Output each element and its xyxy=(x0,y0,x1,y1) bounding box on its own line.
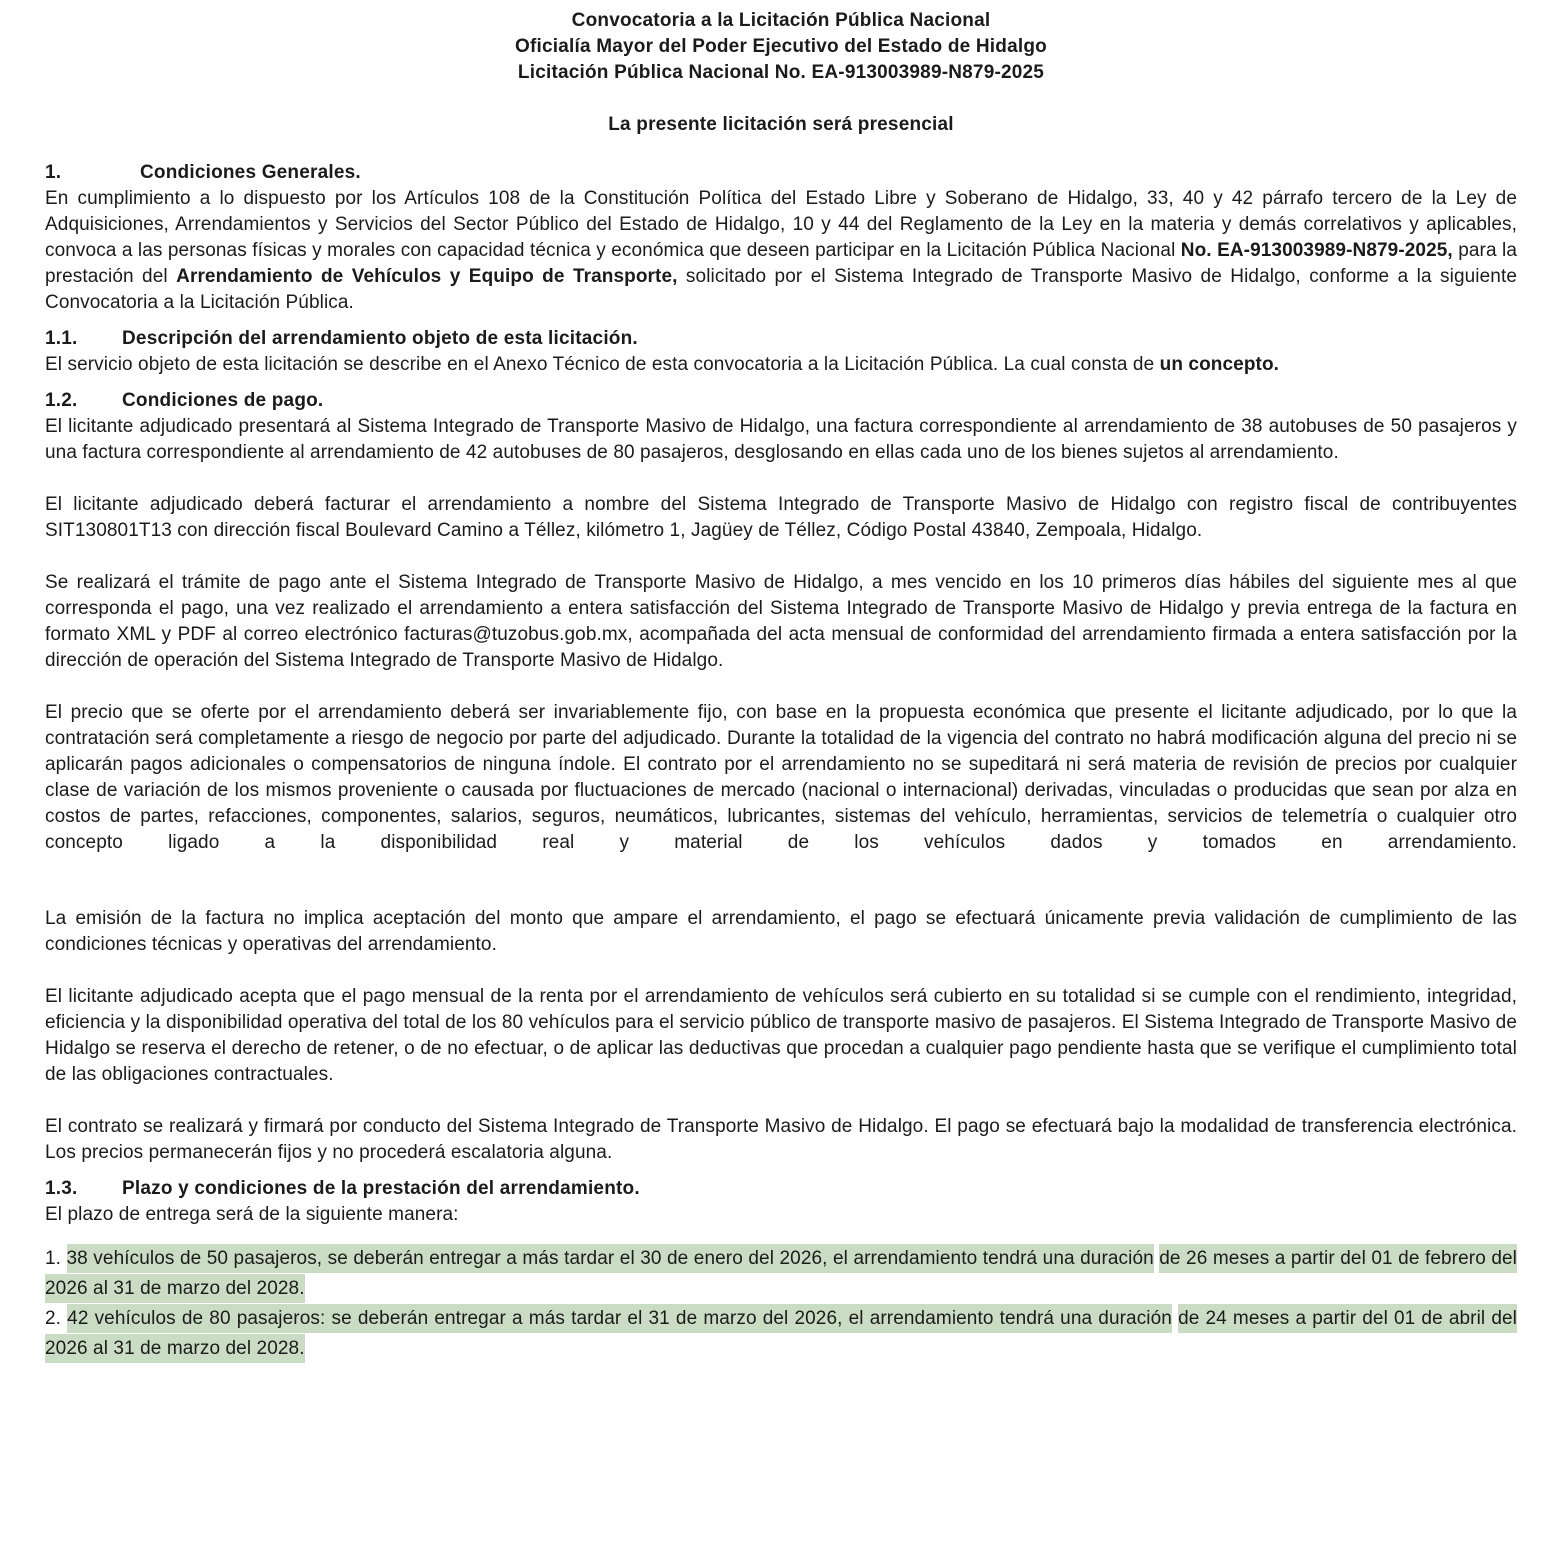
section-title: Plazo y condiciones de la prestación del arrendamiento. xyxy=(122,1178,640,1199)
paragraph xyxy=(45,352,1517,378)
text-run: El servicio objeto de esta licitación se describe en el Anexo Técnico de esta convocatoria a la Licitación Pública. La cual consta de xyxy=(45,354,1160,375)
paragraph xyxy=(45,492,1517,544)
list-item xyxy=(45,1244,1517,1304)
section-heading xyxy=(45,1176,1517,1202)
doc-title-line-1: Convocatoria a la Licitación Pública Nacional xyxy=(571,10,991,31)
section-number: 1.2. xyxy=(45,390,78,411)
document-header xyxy=(45,8,1517,138)
section-title: Condiciones de pago. xyxy=(122,390,324,411)
doc-title-line-2: Oficialía Mayor del Poder Ejecutivo del Estado de Hidalgo xyxy=(515,36,1047,57)
highlighted-text-run: 38 vehículos de 50 pasajeros, se deberán entregar a más tardar el 30 de enero del 2026, el arrendamiento tendrá una duración xyxy=(67,1244,1154,1273)
text-run: La emisión de la factura no implica aceptación del monto que ampare el arrendamiento, el pago se efectuará únicamente previa validación de cumplimiento de las condiciones técnicas y operativas del arrendamiento. xyxy=(45,908,1517,955)
bold-text-run: Arrendamiento de Vehículos y Equipo de Transporte, xyxy=(176,266,678,287)
highlighted-text-run: de 24 meses a partir del 01 de abril del 2026 al 31 de marzo del 2028. xyxy=(45,1304,1517,1363)
list-item xyxy=(45,1304,1517,1364)
text-run: El licitante adjudicado presentará al Sistema Integrado de Transporte Masivo de Hidalgo, una factura correspondiente al arrendamiento de 38 autobuses de 50 pasajeros y una factura correspondiente al arrendamiento de 42 autobuses de 80 pasajeros, desglosando en ellas cada uno de los bienes sujetos al arrendamiento. xyxy=(45,416,1517,463)
text-run: En cumplimiento a lo dispuesto por los Artículos 108 de la Constitución Política del Estado Libre y Soberano de Hidalgo, 33, 40 y 42 párrafo tercero de la Ley de Adquisiciones, Arrendamientos y Servicios del Sector Público del Estado de Hidalgo, 10 y 44 del Reglamento de la Ley en la materia y demás correlativos y aplicables, convoca a las personas físicas y morales con capacidad técnica y económica que deseen participar en la Licitación Pública Nacional xyxy=(45,188,1517,261)
paragraph xyxy=(45,1202,1517,1228)
text-run: El contrato se realizará y firmará por conducto del Sistema Integrado de Transporte Masivo de Hidalgo. El pago se efectuará bajo la modalidad de transferencia electrónica. Los precios permanecerán fijos y no procederá escalatoria alguna. xyxy=(45,1116,1517,1163)
delivery-terms-list xyxy=(45,1244,1517,1364)
text-run: Se realizará el trámite de pago ante el Sistema Integrado de Transporte Masivo de Hidalgo, a mes vencido en los 10 primeros días hábiles del siguiente mes al que corresponda el pago, una vez realizado el arrendamiento a entera satisfacción del Sistema Integrado de Transporte Masivo de Hidalgo y previa entrega de la factura en formato XML y PDF al correo electrónico facturas@tuzobus.gob.mx, acompañada del acta mensual de conformidad del arrendamiento firmada a entera satisfacción por la dirección de operación del Sistema Integrado de Transporte Masivo de Hidalgo. xyxy=(45,572,1517,671)
section-number: 1.3. xyxy=(45,1178,78,1199)
text-run: solicitado por el Sistema Integrado de Transporte Masivo de Hidalgo, conforme a la siguiente Convocatoria a la Licitación Pública. xyxy=(45,266,1518,313)
section-heading xyxy=(45,160,1517,186)
text-run: El licitante adjudicado deberá facturar el arrendamiento a nombre del Sistema Integrado de Transporte Masivo de Hidalgo con registro fiscal de contribuyentes SIT130801T13 con dirección fiscal Boulevard Camino a Téllez, kilómetro 1, Jagüey de Téllez, Código Postal 43840, Zempoala, Hidalgo. xyxy=(45,494,1517,541)
paragraph xyxy=(45,570,1517,674)
paragraph xyxy=(45,186,1517,316)
document-body xyxy=(45,160,1517,1364)
text-run: 2. xyxy=(45,1308,68,1329)
doc-title-line-3: Licitación Pública Nacional No. EA-913003989-N879-2025 xyxy=(517,62,1045,83)
section-number: 1.1. xyxy=(45,328,78,349)
highlighted-text-run: 42 vehículos de 80 pasajeros: se deberán entregar a más tardar el 31 de marzo del 2026, el arrendamiento tendrá una duración xyxy=(67,1304,1172,1333)
text-run: 1. xyxy=(45,1248,67,1269)
paragraph xyxy=(45,906,1517,958)
section-title: Descripción del arrendamiento objeto de esta licitación. xyxy=(122,328,638,349)
text-run: El licitante adjudicado acepta que el pago mensual de la renta por el arrendamiento de vehículos será cubierto en su totalidad si se cumple con el rendimiento, integridad, eficiencia y la disponibilidad operativa del total de los 80 vehículos para el servicio público de transporte masivo de pasajeros. El Sistema Integrado de Transporte Masivo de Hidalgo se reserva el derecho de retener, o de no efectuar, o de aplicar las deductivas que procedan a cualquier pago pendiente hasta que se verifique el cumplimiento total de las obligaciones contractuales. xyxy=(45,986,1517,1085)
bold-text-run: un concepto. xyxy=(1159,354,1280,375)
doc-subtitle: La presente licitación será presencial xyxy=(608,114,954,135)
section-title: Condiciones Generales. xyxy=(140,162,361,183)
text-run: para la prestación del xyxy=(45,240,1517,287)
paragraph xyxy=(45,414,1517,466)
bold-text-run: No. EA-913003989-N879-2025, xyxy=(1180,240,1453,261)
paragraph xyxy=(45,984,1517,1088)
text-run: El precio que se oferte por el arrendamiento deberá ser invariablemente fijo, con base en la propuesta económica que presente el licitante adjudicado, por lo que la contratación será completamente a riesgo de negocio por parte del adjudicado. Durante la totalidad de la vigencia del contrato no habrá modificación alguna del precio ni se aplicarán pagos adicionales o compensatorios de ninguna índole. El contrato por el arrendamiento no se supeditará ni será materia de revisión de precios por cualquier clase de variación de los mismos proveniente o causada por fluctuaciones de mercado (nacional o internacional) derivadas, vinculadas o producidas que sean por alza en costos de partes, refacciones, componentes, salarios, seguros, neumáticos, lubricantes, sistemas del vehículo, herramientas, servicios de telemetría o cualquier otro concepto ligado a la disponibilidad real y material de los vehículos dados y tomados en arrendamiento. xyxy=(45,702,1517,853)
text-run: El plazo de entrega será de la siguiente manera: xyxy=(45,1204,459,1225)
section-heading xyxy=(45,388,1517,414)
paragraph xyxy=(45,1114,1517,1166)
section-number: 1. xyxy=(45,162,62,183)
paragraph xyxy=(45,700,1517,856)
highlighted-text-run: de 26 meses a partir del 01 de febrero del 2026 al 31 de marzo del 2028. xyxy=(45,1244,1517,1303)
section-heading xyxy=(45,326,1517,352)
